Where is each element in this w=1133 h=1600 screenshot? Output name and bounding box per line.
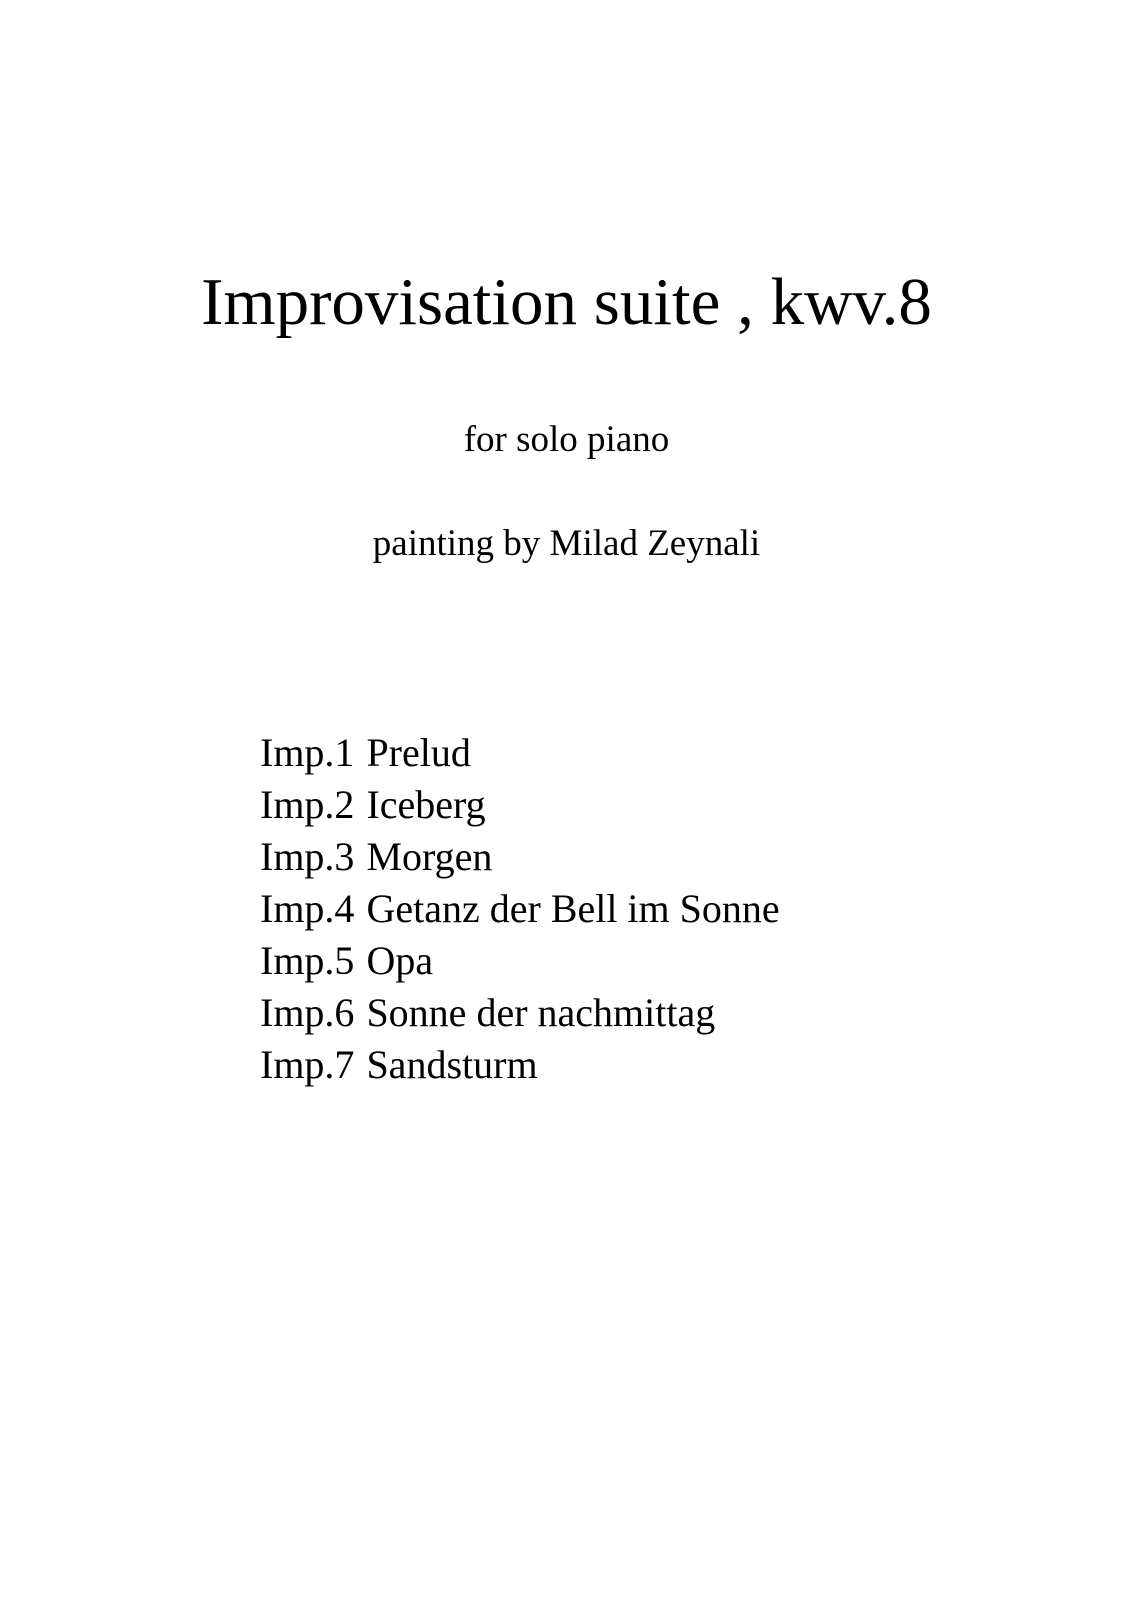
- painting-credit: painting by Milad Zeynali: [372, 523, 761, 564]
- movement-list: [260, 727, 780, 1091]
- movement-number: Imp.1: [260, 730, 355, 775]
- movement-number: Imp.5: [260, 938, 355, 983]
- movement-item: [260, 1039, 780, 1091]
- movement-name: Opa: [366, 938, 434, 983]
- movement-name: Sandsturm: [366, 1042, 538, 1087]
- movement-name: Iceberg: [366, 782, 486, 827]
- movement-item: [260, 779, 780, 831]
- movement-item: [260, 987, 780, 1039]
- movement-name: Morgen: [366, 834, 493, 879]
- movement-name: Sonne der nachmittag: [366, 990, 716, 1035]
- movement-number: Imp.6: [260, 990, 355, 1035]
- movement-number: Imp.4: [260, 886, 355, 931]
- movement-item: [260, 935, 780, 987]
- movement-item: [260, 883, 780, 935]
- movement-name: Getanz der Bell im Sonne: [366, 886, 780, 931]
- movement-item: [260, 727, 780, 779]
- movement-item: [260, 831, 780, 883]
- page-title: Improvisation suite , kwv.8: [201, 265, 932, 339]
- instrumentation-text: for solo piano: [463, 419, 670, 460]
- movement-name: Prelud: [366, 730, 471, 775]
- movement-number: Imp.7: [260, 1042, 355, 1087]
- movement-number: Imp.3: [260, 834, 355, 879]
- movement-number: Imp.2: [260, 782, 355, 827]
